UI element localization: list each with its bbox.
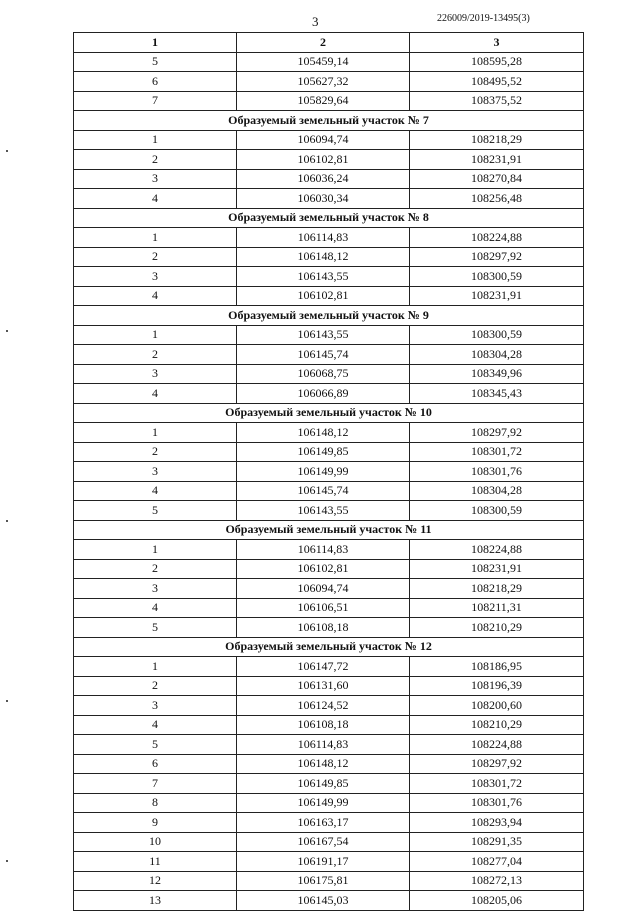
x-coordinate: 106102,81	[237, 286, 410, 306]
point-number: 10	[74, 832, 237, 852]
x-coordinate: 106030,34	[237, 189, 410, 209]
table-row	[74, 247, 584, 267]
table-row	[74, 345, 584, 365]
point-number: 4	[74, 286, 237, 306]
table-row	[74, 442, 584, 462]
table-row	[74, 52, 584, 72]
y-coordinate: 108224,88	[410, 735, 584, 755]
table-row	[74, 657, 584, 677]
table-row	[74, 72, 584, 92]
header-row	[74, 33, 584, 53]
table-row	[74, 481, 584, 501]
section-title: Образуемый земельный участок № 12	[74, 637, 584, 657]
table-row	[74, 325, 584, 345]
table-row	[74, 91, 584, 111]
section-row	[74, 111, 584, 131]
x-coordinate: 106102,81	[237, 559, 410, 579]
x-coordinate: 106102,81	[237, 150, 410, 170]
column-header-3: 3	[410, 33, 584, 53]
table-row	[74, 891, 584, 911]
y-coordinate: 108595,28	[410, 52, 584, 72]
point-number: 1	[74, 325, 237, 345]
x-coordinate: 105627,32	[237, 72, 410, 92]
table-row	[74, 150, 584, 170]
y-coordinate: 108200,60	[410, 696, 584, 716]
y-coordinate: 108297,92	[410, 247, 584, 267]
x-coordinate: 106145,74	[237, 345, 410, 365]
table-row	[74, 501, 584, 521]
table-header	[74, 33, 584, 53]
point-number: 3	[74, 696, 237, 716]
x-coordinate: 106068,75	[237, 364, 410, 384]
y-coordinate: 108211,31	[410, 598, 584, 618]
x-coordinate: 106124,52	[237, 696, 410, 716]
x-coordinate: 106175,81	[237, 871, 410, 891]
y-coordinate: 108224,88	[410, 228, 584, 248]
table-row	[74, 813, 584, 833]
x-coordinate: 106114,83	[237, 735, 410, 755]
x-coordinate: 106167,54	[237, 832, 410, 852]
scan-mark	[6, 520, 8, 522]
point-number: 6	[74, 754, 237, 774]
y-coordinate: 108210,29	[410, 618, 584, 638]
x-coordinate: 106149,85	[237, 442, 410, 462]
y-coordinate: 108301,76	[410, 462, 584, 482]
point-number: 12	[74, 871, 237, 891]
coordinates-table	[73, 32, 584, 911]
table-row	[74, 579, 584, 599]
table-row	[74, 364, 584, 384]
point-number: 3	[74, 169, 237, 189]
table-row	[74, 169, 584, 189]
y-coordinate: 108301,76	[410, 793, 584, 813]
point-number: 2	[74, 442, 237, 462]
point-number: 1	[74, 228, 237, 248]
point-number: 4	[74, 189, 237, 209]
y-coordinate: 108277,04	[410, 852, 584, 872]
table-row	[74, 189, 584, 209]
x-coordinate: 106149,99	[237, 793, 410, 813]
x-coordinate: 106148,12	[237, 754, 410, 774]
x-coordinate: 106191,17	[237, 852, 410, 872]
scan-mark	[6, 330, 8, 332]
table-row	[74, 871, 584, 891]
y-coordinate: 108291,35	[410, 832, 584, 852]
page-number: 3	[312, 14, 319, 29]
table-row	[74, 559, 584, 579]
y-coordinate: 108304,28	[410, 481, 584, 501]
table-row	[74, 540, 584, 560]
x-coordinate: 106143,55	[237, 325, 410, 345]
point-number: 4	[74, 384, 237, 404]
point-number: 7	[74, 774, 237, 794]
table-row	[74, 754, 584, 774]
table-row	[74, 774, 584, 794]
x-coordinate: 106108,18	[237, 715, 410, 735]
x-coordinate: 105829,64	[237, 91, 410, 111]
point-number: 5	[74, 618, 237, 638]
table-row	[74, 696, 584, 716]
table-row	[74, 423, 584, 443]
y-coordinate: 108300,59	[410, 267, 584, 287]
point-number: 3	[74, 267, 237, 287]
table-row	[74, 130, 584, 150]
section-title: Образуемый земельный участок № 10	[74, 403, 584, 423]
y-coordinate: 108196,39	[410, 676, 584, 696]
point-number: 3	[74, 364, 237, 384]
y-coordinate: 108293,94	[410, 813, 584, 833]
point-number: 4	[74, 481, 237, 501]
x-coordinate: 106094,74	[237, 130, 410, 150]
table-row	[74, 228, 584, 248]
point-number: 3	[74, 462, 237, 482]
table-body	[74, 52, 584, 910]
section-row	[74, 208, 584, 228]
table-row	[74, 618, 584, 638]
y-coordinate: 108301,72	[410, 774, 584, 794]
x-coordinate: 106147,72	[237, 657, 410, 677]
x-coordinate: 106114,83	[237, 228, 410, 248]
table-row	[74, 852, 584, 872]
point-number: 5	[74, 52, 237, 72]
section-title: Образуемый земельный участок № 7	[74, 111, 584, 131]
point-number: 11	[74, 852, 237, 872]
point-number: 13	[74, 891, 237, 911]
y-coordinate: 108270,84	[410, 169, 584, 189]
point-number: 4	[74, 715, 237, 735]
y-coordinate: 108272,13	[410, 871, 584, 891]
y-coordinate: 108301,72	[410, 442, 584, 462]
y-coordinate: 108205,06	[410, 891, 584, 911]
point-number: 2	[74, 345, 237, 365]
point-number: 5	[74, 735, 237, 755]
x-coordinate: 106148,12	[237, 423, 410, 443]
y-coordinate: 108345,43	[410, 384, 584, 404]
point-number: 6	[74, 72, 237, 92]
table-row	[74, 267, 584, 287]
point-number: 2	[74, 247, 237, 267]
point-number: 1	[74, 423, 237, 443]
point-number: 3	[74, 579, 237, 599]
y-coordinate: 108349,96	[410, 364, 584, 384]
y-coordinate: 108186,95	[410, 657, 584, 677]
y-coordinate: 108231,91	[410, 559, 584, 579]
y-coordinate: 108297,92	[410, 754, 584, 774]
point-number: 2	[74, 150, 237, 170]
y-coordinate: 108300,59	[410, 501, 584, 521]
y-coordinate: 108256,48	[410, 189, 584, 209]
y-coordinate: 108210,29	[410, 715, 584, 735]
x-coordinate: 106114,83	[237, 540, 410, 560]
table-row	[74, 286, 584, 306]
point-number: 1	[74, 130, 237, 150]
x-coordinate: 106143,55	[237, 267, 410, 287]
table-row	[74, 676, 584, 696]
table-row	[74, 384, 584, 404]
x-coordinate: 106149,99	[237, 462, 410, 482]
scan-mark	[6, 700, 8, 702]
section-title: Образуемый земельный участок № 11	[74, 520, 584, 540]
column-header-2: 2	[237, 33, 410, 53]
x-coordinate: 106066,89	[237, 384, 410, 404]
x-coordinate: 106108,18	[237, 618, 410, 638]
y-coordinate: 108300,59	[410, 325, 584, 345]
point-number: 9	[74, 813, 237, 833]
point-number: 5	[74, 501, 237, 521]
table-row	[74, 462, 584, 482]
point-number: 2	[74, 559, 237, 579]
y-coordinate: 108218,29	[410, 130, 584, 150]
column-header-1: 1	[74, 33, 237, 53]
table-row	[74, 793, 584, 813]
point-number: 7	[74, 91, 237, 111]
point-number: 8	[74, 793, 237, 813]
point-number: 2	[74, 676, 237, 696]
scan-mark	[6, 860, 8, 862]
table-row	[74, 735, 584, 755]
x-coordinate: 106145,74	[237, 481, 410, 501]
table-row	[74, 832, 584, 852]
x-coordinate: 106131,60	[237, 676, 410, 696]
x-coordinate: 106036,24	[237, 169, 410, 189]
point-number: 1	[74, 657, 237, 677]
y-coordinate: 108495,52	[410, 72, 584, 92]
y-coordinate: 108297,92	[410, 423, 584, 443]
x-coordinate: 106143,55	[237, 501, 410, 521]
point-number: 1	[74, 540, 237, 560]
document-id: 226009/2019-13495(3)	[437, 13, 530, 24]
scan-mark	[6, 150, 8, 152]
table-row	[74, 598, 584, 618]
section-row	[74, 403, 584, 423]
section-row	[74, 520, 584, 540]
y-coordinate: 108218,29	[410, 579, 584, 599]
section-row	[74, 306, 584, 326]
x-coordinate: 106163,17	[237, 813, 410, 833]
point-number: 4	[74, 598, 237, 618]
section-title: Образуемый земельный участок № 9	[74, 306, 584, 326]
y-coordinate: 108304,28	[410, 345, 584, 365]
section-row	[74, 637, 584, 657]
y-coordinate: 108231,91	[410, 150, 584, 170]
y-coordinate: 108231,91	[410, 286, 584, 306]
section-title: Образуемый земельный участок № 8	[74, 208, 584, 228]
x-coordinate: 105459,14	[237, 52, 410, 72]
x-coordinate: 106145,03	[237, 891, 410, 911]
y-coordinate: 108375,52	[410, 91, 584, 111]
x-coordinate: 106106,51	[237, 598, 410, 618]
y-coordinate: 108224,88	[410, 540, 584, 560]
x-coordinate: 106148,12	[237, 247, 410, 267]
x-coordinate: 106094,74	[237, 579, 410, 599]
x-coordinate: 106149,85	[237, 774, 410, 794]
table-row	[74, 715, 584, 735]
